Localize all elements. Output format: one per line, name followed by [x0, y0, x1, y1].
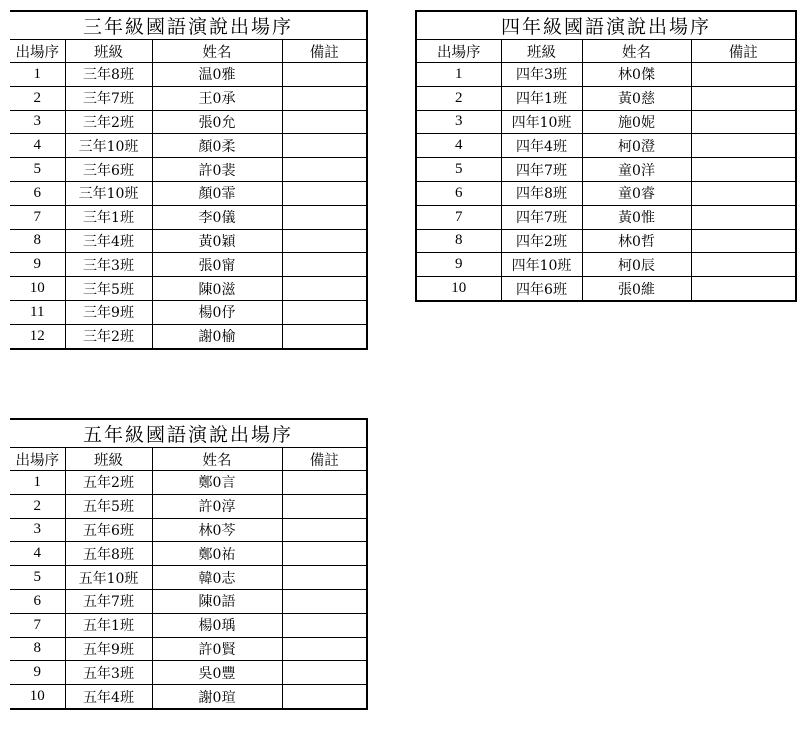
- cell-class: 四年7班: [501, 205, 582, 229]
- cell-note: [691, 110, 796, 134]
- table-row: [10, 63, 367, 87]
- table-row: [10, 86, 367, 110]
- header-note: 備註: [282, 448, 367, 471]
- cell-note: [282, 661, 367, 685]
- cell-name: 柯0辰: [582, 253, 691, 277]
- table-row: [10, 518, 367, 542]
- table-row: [10, 134, 367, 158]
- cell-order: 9: [10, 661, 65, 685]
- cell-name: 許0賢: [152, 637, 282, 661]
- cell-name: 鄭0言: [152, 471, 282, 495]
- header-note: 備註: [691, 40, 796, 63]
- grade5-schedule-table: [10, 418, 368, 710]
- cell-note: [691, 253, 796, 277]
- cell-name: 顏0霏: [152, 181, 282, 205]
- cell-name: 林0傑: [582, 63, 691, 87]
- grade3-schedule-table: [10, 10, 368, 350]
- table-title: 三年級國語演說出場序: [10, 11, 367, 40]
- cell-class: 五年10班: [65, 566, 152, 590]
- cell-class: 四年2班: [501, 229, 582, 253]
- cell-name: 黃0慈: [582, 86, 691, 110]
- cell-order: 2: [416, 86, 501, 110]
- header-name: 姓名: [152, 40, 282, 63]
- cell-order: 12: [10, 324, 65, 348]
- table-row: [10, 613, 367, 637]
- cell-note: [691, 86, 796, 110]
- cell-order: 1: [10, 63, 65, 87]
- cell-class: 四年3班: [501, 63, 582, 87]
- header-order: 出場序: [10, 448, 65, 471]
- cell-order: 10: [10, 277, 65, 301]
- cell-name: 張0甯: [152, 253, 282, 277]
- cell-name: 吳0豐: [152, 661, 282, 685]
- table-row: [416, 158, 796, 182]
- cell-name: 顏0柔: [152, 134, 282, 158]
- header-name: 姓名: [582, 40, 691, 63]
- cell-class: 五年7班: [65, 589, 152, 613]
- cell-class: 五年4班: [65, 685, 152, 709]
- table-row: [10, 685, 367, 709]
- cell-name: 陳0滋: [152, 277, 282, 301]
- cell-note: [282, 637, 367, 661]
- cell-order: 3: [10, 518, 65, 542]
- cell-class: 三年10班: [65, 181, 152, 205]
- table-row: [10, 181, 367, 205]
- cell-name: 許0裴: [152, 158, 282, 182]
- cell-note: [282, 63, 367, 87]
- header-order: 出場序: [10, 40, 65, 63]
- table-row: [416, 63, 796, 87]
- table-title: 五年級國語演說出場序: [10, 419, 367, 448]
- cell-note: [691, 158, 796, 182]
- cell-name: 張0維: [582, 277, 691, 301]
- table-row: [416, 253, 796, 277]
- table-row: [10, 110, 367, 134]
- table-row: [10, 324, 367, 348]
- cell-name: 王0承: [152, 86, 282, 110]
- cell-class: 五年2班: [65, 471, 152, 495]
- table-row: [10, 253, 367, 277]
- cell-note: [691, 181, 796, 205]
- cell-order: 5: [10, 158, 65, 182]
- cell-order: 6: [10, 181, 65, 205]
- cell-name: 謝0瑄: [152, 685, 282, 709]
- header-note: 備註: [282, 40, 367, 63]
- cell-note: [691, 63, 796, 87]
- cell-order: 2: [10, 86, 65, 110]
- table-row: [10, 277, 367, 301]
- cell-class: 三年1班: [65, 205, 152, 229]
- table-row: [10, 494, 367, 518]
- cell-order: 10: [10, 685, 65, 709]
- cell-name: 李0儀: [152, 205, 282, 229]
- cell-name: 施0妮: [582, 110, 691, 134]
- cell-note: [282, 471, 367, 495]
- cell-order: 4: [10, 134, 65, 158]
- table-row: [416, 110, 796, 134]
- cell-note: [282, 277, 367, 301]
- cell-order: 8: [10, 637, 65, 661]
- cell-order: 1: [416, 63, 501, 87]
- cell-name: 林0哲: [582, 229, 691, 253]
- header-order: 出場序: [416, 40, 501, 63]
- cell-class: 三年5班: [65, 277, 152, 301]
- table-row: [10, 471, 367, 495]
- cell-class: 五年6班: [65, 518, 152, 542]
- cell-name: 林0芩: [152, 518, 282, 542]
- cell-class: 四年4班: [501, 134, 582, 158]
- cell-name: 黃0惟: [582, 205, 691, 229]
- table-row: [416, 229, 796, 253]
- cell-class: 四年7班: [501, 158, 582, 182]
- cell-order: 7: [10, 205, 65, 229]
- cell-name: 陳0語: [152, 589, 282, 613]
- cell-name: 鄭0祐: [152, 542, 282, 566]
- cell-note: [282, 86, 367, 110]
- cell-note: [282, 324, 367, 348]
- header-class: 班級: [65, 448, 152, 471]
- cell-note: [282, 589, 367, 613]
- table-row: [10, 637, 367, 661]
- table-row: [416, 134, 796, 158]
- cell-name: 韓0志: [152, 566, 282, 590]
- cell-class: 四年10班: [501, 253, 582, 277]
- table-row: [10, 158, 367, 182]
- cell-name: 張0允: [152, 110, 282, 134]
- cell-class: 四年10班: [501, 110, 582, 134]
- cell-note: [282, 613, 367, 637]
- cell-order: 8: [10, 229, 65, 253]
- header-name: 姓名: [152, 448, 282, 471]
- table-row: [10, 589, 367, 613]
- cell-order: 9: [416, 253, 501, 277]
- cell-name: 童0洋: [582, 158, 691, 182]
- cell-order: 2: [10, 494, 65, 518]
- cell-class: 三年3班: [65, 253, 152, 277]
- cell-name: 童0睿: [582, 181, 691, 205]
- cell-order: 5: [416, 158, 501, 182]
- table-title: 四年級國語演說出場序: [416, 11, 796, 40]
- cell-note: [282, 110, 367, 134]
- cell-note: [282, 205, 367, 229]
- cell-note: [691, 134, 796, 158]
- cell-class: 三年4班: [65, 229, 152, 253]
- table-row: [416, 205, 796, 229]
- table-row: [416, 86, 796, 110]
- cell-name: 黃0穎: [152, 229, 282, 253]
- cell-class: 五年1班: [65, 613, 152, 637]
- cell-class: 三年2班: [65, 110, 152, 134]
- cell-class: 四年1班: [501, 86, 582, 110]
- cell-note: [282, 253, 367, 277]
- table-row: [416, 181, 796, 205]
- cell-class: 四年6班: [501, 277, 582, 301]
- cell-name: 楊0伃: [152, 300, 282, 324]
- cell-class: 三年10班: [65, 134, 152, 158]
- cell-class: 三年6班: [65, 158, 152, 182]
- cell-order: 1: [10, 471, 65, 495]
- table-row: [10, 542, 367, 566]
- grade4-schedule-table: [415, 10, 797, 302]
- cell-order: 4: [10, 542, 65, 566]
- cell-note: [282, 181, 367, 205]
- cell-note: [691, 205, 796, 229]
- cell-class: 五年5班: [65, 494, 152, 518]
- cell-order: 3: [416, 110, 501, 134]
- cell-order: 6: [416, 181, 501, 205]
- cell-note: [282, 229, 367, 253]
- header-class: 班級: [501, 40, 582, 63]
- cell-note: [282, 542, 367, 566]
- cell-name: 温0雅: [152, 63, 282, 87]
- cell-order: 5: [10, 566, 65, 590]
- cell-order: 7: [10, 613, 65, 637]
- cell-name: 楊0瑀: [152, 613, 282, 637]
- cell-order: 6: [10, 589, 65, 613]
- cell-class: 三年7班: [65, 86, 152, 110]
- cell-class: 三年8班: [65, 63, 152, 87]
- cell-note: [282, 158, 367, 182]
- cell-note: [282, 134, 367, 158]
- cell-order: 4: [416, 134, 501, 158]
- table-row: [10, 661, 367, 685]
- cell-note: [282, 518, 367, 542]
- cell-order: 10: [416, 277, 501, 301]
- table-row: [10, 205, 367, 229]
- cell-class: 三年9班: [65, 300, 152, 324]
- cell-note: [282, 300, 367, 324]
- cell-note: [691, 277, 796, 301]
- table-row: [10, 566, 367, 590]
- cell-order: 11: [10, 300, 65, 324]
- cell-class: 五年9班: [65, 637, 152, 661]
- header-class: 班級: [65, 40, 152, 63]
- cell-order: 3: [10, 110, 65, 134]
- cell-order: 9: [10, 253, 65, 277]
- cell-class: 三年2班: [65, 324, 152, 348]
- cell-order: 7: [416, 205, 501, 229]
- cell-class: 五年3班: [65, 661, 152, 685]
- table-row: [416, 277, 796, 301]
- table-row: [10, 229, 367, 253]
- cell-note: [282, 494, 367, 518]
- cell-note: [282, 566, 367, 590]
- cell-name: 許0淳: [152, 494, 282, 518]
- cell-class: 五年8班: [65, 542, 152, 566]
- cell-note: [691, 229, 796, 253]
- cell-note: [282, 685, 367, 709]
- table-row: [10, 300, 367, 324]
- cell-name: 柯0澄: [582, 134, 691, 158]
- cell-order: 8: [416, 229, 501, 253]
- cell-class: 四年8班: [501, 181, 582, 205]
- cell-name: 謝0榆: [152, 324, 282, 348]
